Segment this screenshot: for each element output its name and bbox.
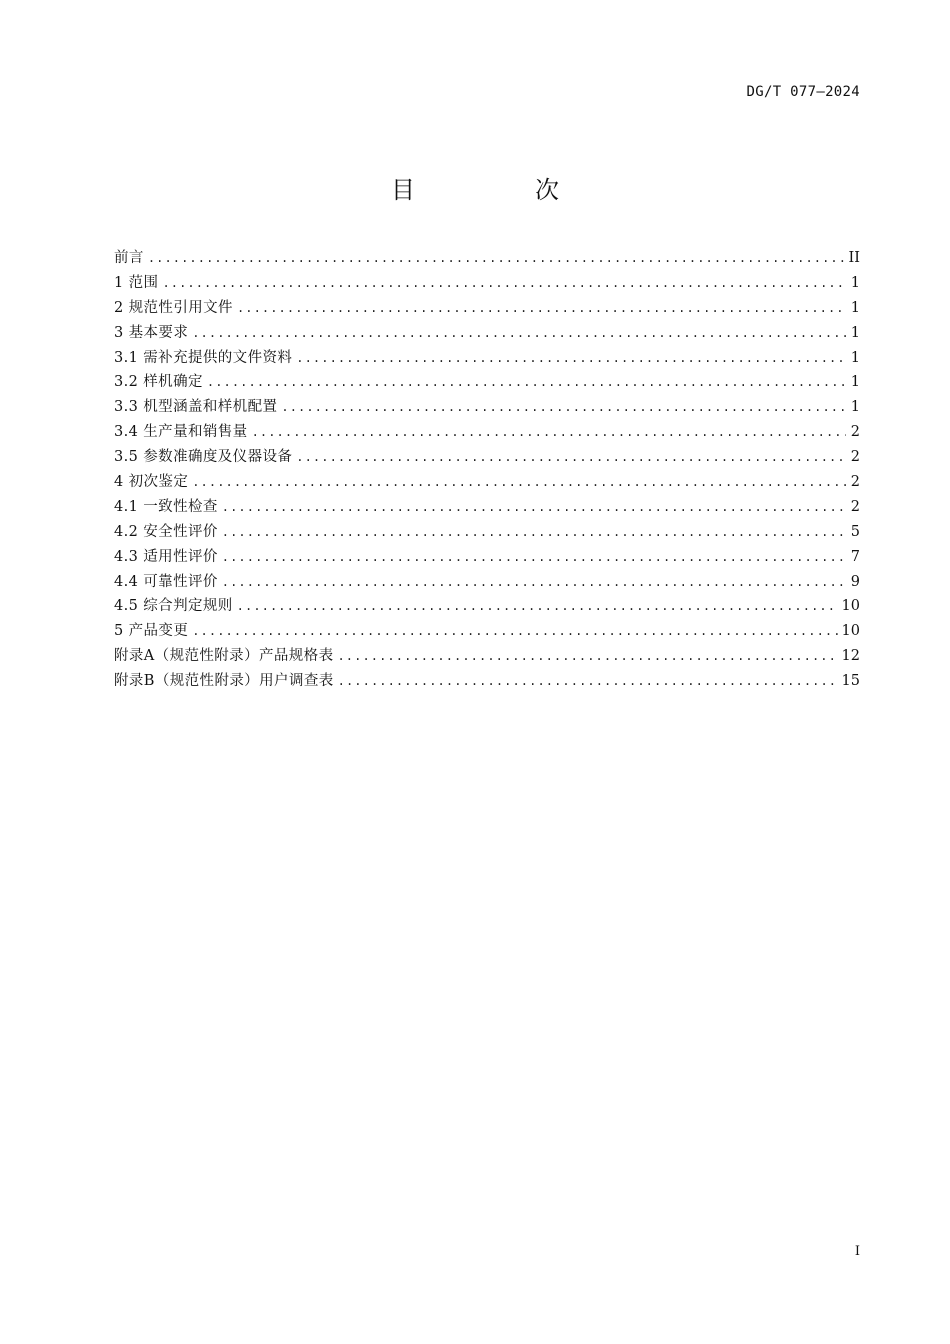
toc-entry-appendix-a[interactable] bbox=[114, 644, 860, 669]
toc-entry-label: 附录B（规范性附录）用户调查表 bbox=[114, 673, 334, 690]
toc-entry-3-2[interactable] bbox=[114, 370, 860, 395]
toc-entry-label: 前言 bbox=[114, 250, 144, 266]
toc-entry-page: 10 bbox=[841, 623, 860, 640]
dot-leader bbox=[281, 395, 846, 420]
toc-entry-label: 2 规范性引用文件 bbox=[114, 299, 233, 316]
dot-leader bbox=[222, 520, 846, 545]
toc-entry-label: 1 范围 bbox=[114, 274, 159, 291]
toc-entry-page: 1 bbox=[850, 324, 860, 341]
toc-entry-page: 5 bbox=[850, 523, 860, 540]
toc-entry-3-4[interactable] bbox=[114, 420, 860, 445]
dot-leader bbox=[148, 246, 845, 271]
toc-entry-appendix-b[interactable] bbox=[114, 669, 860, 694]
toc-entry-label: 3.5 参数准确度及仪器设备 bbox=[114, 449, 293, 466]
toc-entry-page: 2 bbox=[850, 449, 860, 466]
toc-entry-product-change[interactable] bbox=[114, 619, 860, 644]
dot-leader bbox=[296, 445, 846, 470]
dot-leader bbox=[222, 495, 846, 520]
toc-entry-page: 1 bbox=[850, 374, 860, 391]
toc-entry-page: 2 bbox=[850, 474, 860, 491]
toc-entry-4-4[interactable] bbox=[114, 570, 860, 595]
dot-leader bbox=[222, 570, 846, 595]
page-title: 目 次 bbox=[391, 176, 607, 204]
dot-leader bbox=[192, 470, 846, 495]
toc-entry-label: 3.1 需补充提供的文件资料 bbox=[114, 349, 293, 366]
toc-entry-label: 5 产品变更 bbox=[114, 623, 189, 640]
toc-entry-initial-appraisal[interactable] bbox=[114, 470, 860, 495]
toc-entry-label: 3.4 生产量和销售量 bbox=[114, 424, 248, 441]
toc-entry-label: 4.5 综合判定规则 bbox=[114, 598, 233, 615]
toc-entry-page: 10 bbox=[841, 598, 860, 615]
toc-entry-scope[interactable] bbox=[114, 271, 860, 296]
dot-leader bbox=[222, 545, 846, 570]
toc-entry-label: 3.3 机型涵盖和样机配置 bbox=[114, 399, 278, 416]
page-number: I bbox=[854, 1244, 860, 1259]
toc-entry-page: 1 bbox=[850, 349, 860, 366]
toc-entry-page: 1 bbox=[850, 299, 860, 316]
toc-entry-foreword[interactable] bbox=[114, 246, 860, 271]
toc-entry-label: 4.2 安全性评价 bbox=[114, 523, 218, 540]
dot-leader bbox=[192, 619, 837, 644]
dot-leader bbox=[338, 669, 838, 694]
dot-leader bbox=[252, 420, 846, 445]
toc-entry-4-5[interactable] bbox=[114, 594, 860, 619]
toc-entry-label: 4 初次鉴定 bbox=[114, 474, 189, 491]
toc-entry-basic-requirements[interactable] bbox=[114, 321, 860, 346]
toc-entry-page: 7 bbox=[850, 548, 860, 565]
dot-leader bbox=[192, 321, 846, 346]
toc-entry-page: 1 bbox=[850, 274, 860, 291]
toc-entry-label: 3.2 样机确定 bbox=[114, 374, 203, 391]
toc-entry-label: 4.1 一致性检查 bbox=[114, 498, 218, 515]
toc-entry-page: 9 bbox=[850, 573, 860, 590]
toc-entry-label: 4.3 适用性评价 bbox=[114, 548, 218, 565]
toc-entry-page: 15 bbox=[841, 673, 860, 690]
toc-entry-4-3[interactable] bbox=[114, 545, 860, 570]
table-of-contents bbox=[114, 246, 860, 694]
dot-leader bbox=[337, 644, 837, 669]
dot-leader bbox=[237, 296, 846, 321]
toc-entry-page: 12 bbox=[841, 648, 860, 665]
toc-entry-page: II bbox=[848, 250, 860, 266]
toc-entry-label: 附录A（规范性附录）产品规格表 bbox=[114, 648, 334, 665]
dot-leader bbox=[237, 594, 838, 619]
dot-leader bbox=[207, 370, 846, 395]
toc-entry-3-3[interactable] bbox=[114, 395, 860, 420]
toc-entry-4-2[interactable] bbox=[114, 520, 860, 545]
toc-entry-3-5[interactable] bbox=[114, 445, 860, 470]
toc-entry-label: 3 基本要求 bbox=[114, 324, 189, 341]
toc-entry-page: 2 bbox=[850, 424, 860, 441]
toc-entry-3-1[interactable] bbox=[114, 346, 860, 371]
document-code: DG/T 077—2024 bbox=[746, 84, 860, 100]
dot-leader bbox=[296, 346, 846, 371]
toc-entry-page: 1 bbox=[850, 399, 860, 416]
toc-entry-4-1[interactable] bbox=[114, 495, 860, 520]
toc-entry-label: 4.4 可靠性评价 bbox=[114, 573, 218, 590]
dot-leader bbox=[162, 271, 846, 296]
toc-entry-normative-references[interactable] bbox=[114, 296, 860, 321]
toc-entry-page: 2 bbox=[850, 498, 860, 515]
